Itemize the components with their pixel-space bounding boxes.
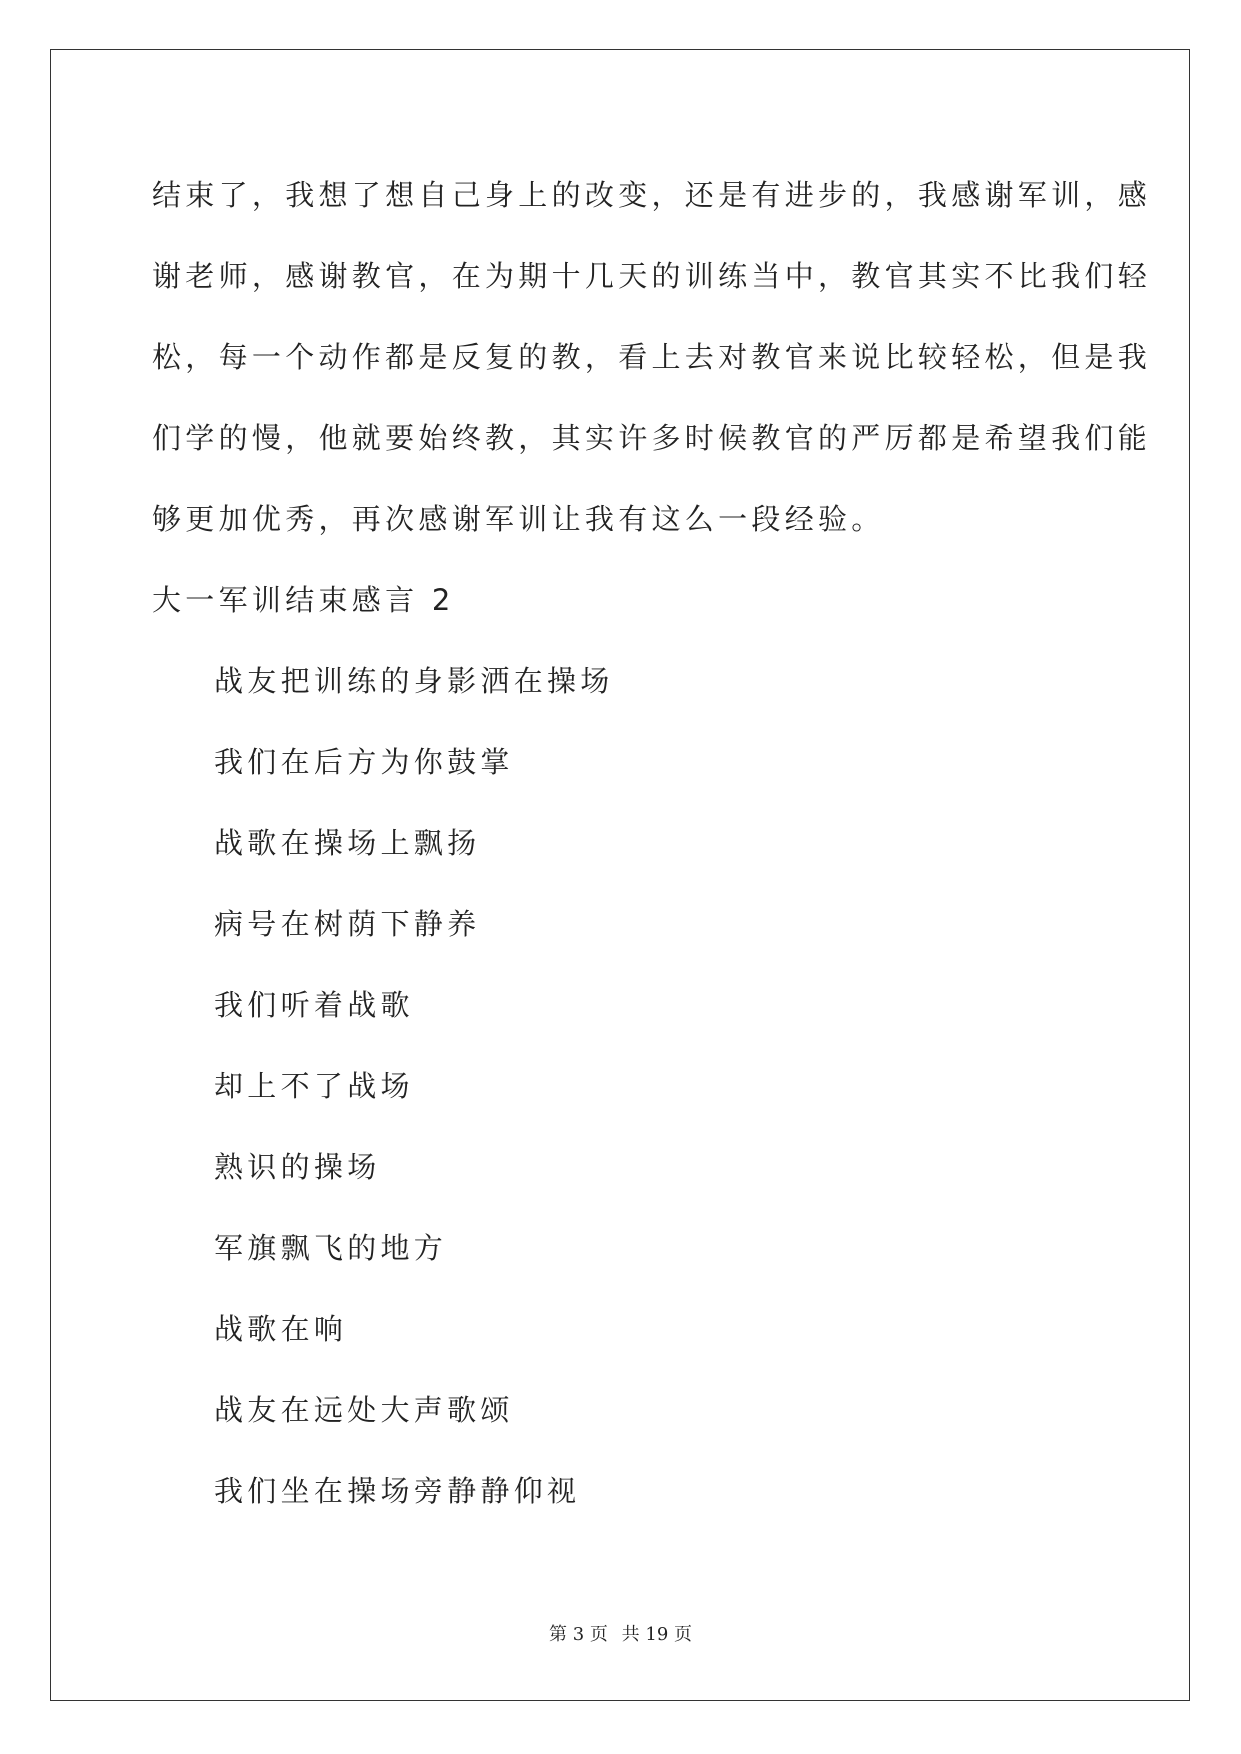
page-footer (0, 1620, 1241, 1646)
paragraph-line: 们学的慢，他就要始终教，其实许多时候教官的严厉都是希望我们能 (152, 421, 1152, 455)
poem-line: 我们坐在操场旁静静仰视 (214, 1474, 581, 1508)
poem-line: 战歌在操场上飘扬 (214, 826, 481, 860)
paragraph-line: 松，每一个动作都是反复的教，看上去对教官来说比较轻松，但是我 (152, 340, 1152, 374)
poem-line: 我们听着战歌 (214, 988, 414, 1022)
poem-line: 我们在后方为你鼓掌 (214, 745, 514, 779)
poem-line: 军旗飘飞的地方 (214, 1231, 448, 1265)
section-heading: 大一军训结束感言 2 (152, 583, 455, 617)
poem-line: 却上不了战场 (214, 1069, 414, 1103)
document-body (152, 155, 1152, 1532)
poem-line: 战友把训练的身影洒在操场 (214, 664, 614, 698)
paragraph-line: 谢老师，感谢教官，在为期十几天的训练当中，教官其实不比我们轻 (152, 259, 1152, 293)
poem-line: 战友在远处大声歌颂 (214, 1393, 514, 1427)
page-number: 第 3 页 (549, 1624, 608, 1645)
poem-line: 熟识的操场 (214, 1150, 381, 1184)
poem-line: 病号在树荫下静养 (214, 907, 481, 941)
paragraph-line: 结束了，我想了想自己身上的改变，还是有进步的，我感谢军训，感 (152, 178, 1152, 212)
page-total: 共 19 页 (621, 1624, 692, 1645)
paragraph-line: 够更加优秀，再次感谢军训让我有这么一段经验。 (152, 502, 885, 536)
poem-line: 战歌在响 (214, 1312, 348, 1346)
